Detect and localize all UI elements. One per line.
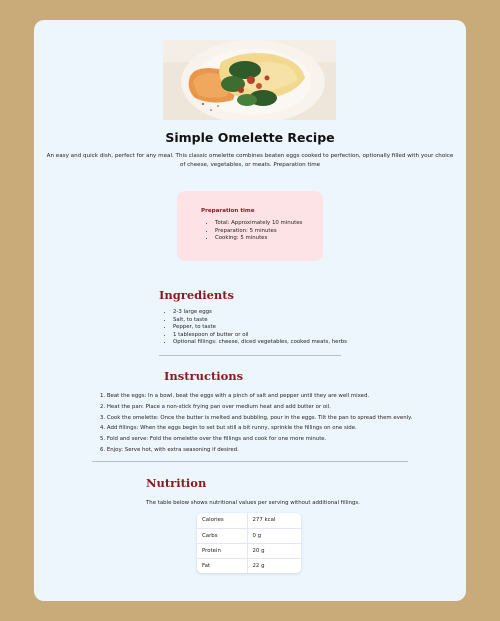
table-row: [197, 528, 301, 543]
nutrient-label: Carbs: [197, 528, 247, 543]
preparation-box: [177, 191, 323, 261]
list-item: 2. Heat the pan: Place a non-stick frying pan over medium heat and add butter or oil.: [100, 403, 331, 410]
list-item: 3. Cook the omelette: Once the butter is melted and bubbling, pour in the eggs. Tilt the pan to spread them evenly.: [100, 414, 413, 421]
nutrient-label: Protein: [197, 543, 247, 558]
nutrition-heading: Nutrition: [146, 476, 207, 490]
section-divider: [159, 355, 341, 356]
section-divider: [92, 461, 408, 462]
recipe-card: [34, 20, 466, 601]
list-item: • 2-3 large eggs: [173, 309, 347, 317]
omelette-photo: [163, 40, 336, 120]
nutrient-label: Fat: [197, 558, 247, 573]
list-item: 6. Enjoy: Serve hot, with extra seasoning if desired.: [100, 446, 239, 453]
list-item: • Cooking: 5 minutes: [215, 235, 323, 243]
list-item: • Pepper, to taste: [173, 324, 347, 332]
nutrition-table: [197, 513, 301, 573]
recipe-intro: An easy and quick dish, perfect for any meal. This classic omelette combines beaten eggs cooked to perfection, optionally filled with your choice of cheese, vegetables, or meats. Preparation time: [46, 153, 454, 168]
page-title: Simple Omelette Recipe: [165, 130, 335, 145]
nutrient-value: 20 g: [247, 543, 301, 558]
preparation-list: [201, 220, 323, 243]
list-item: 1. Beat the eggs: In a bowl, beat the eggs with a pinch of salt and pepper until they are well mixed.: [100, 393, 370, 399]
list-item: 4. Add fillings: When the eggs begin to set but still a bit runny, sprinkle the fillings on one side.: [100, 425, 357, 432]
list-item: • 1 tablespoon of butter or oil: [173, 332, 347, 340]
list-item: • Total: Approximately 10 minutes: [215, 220, 323, 228]
list-item: • Salt, to taste: [173, 317, 347, 325]
table-row: [197, 513, 301, 528]
list-item: • Optional fillings: cheese, diced vegetables, cooked meats, herbs: [173, 339, 347, 347]
table-row: [197, 558, 301, 573]
nutrient-value: 22 g: [252, 562, 265, 569]
ingredients-heading: Ingredients: [159, 288, 235, 302]
list-item: 5. Fold and serve: Fold the omelette over the fillings and cook for one more minute.: [100, 436, 327, 443]
preparation-heading: Preparation time: [201, 208, 255, 214]
nutrition-intro: The table below shows nutritional values per serving without additional fillings.: [146, 500, 360, 506]
instructions-list: [100, 391, 412, 456]
nutrient-value: 277 kcal: [247, 513, 301, 528]
table-row: [197, 543, 301, 558]
list-item: • Preparation: 5 minutes: [215, 228, 323, 236]
ingredients-list: [173, 309, 347, 347]
nutrient-value: 0 g: [247, 528, 301, 543]
instructions-heading: Instructions: [164, 369, 244, 383]
nutrient-label: Calories: [197, 513, 247, 528]
